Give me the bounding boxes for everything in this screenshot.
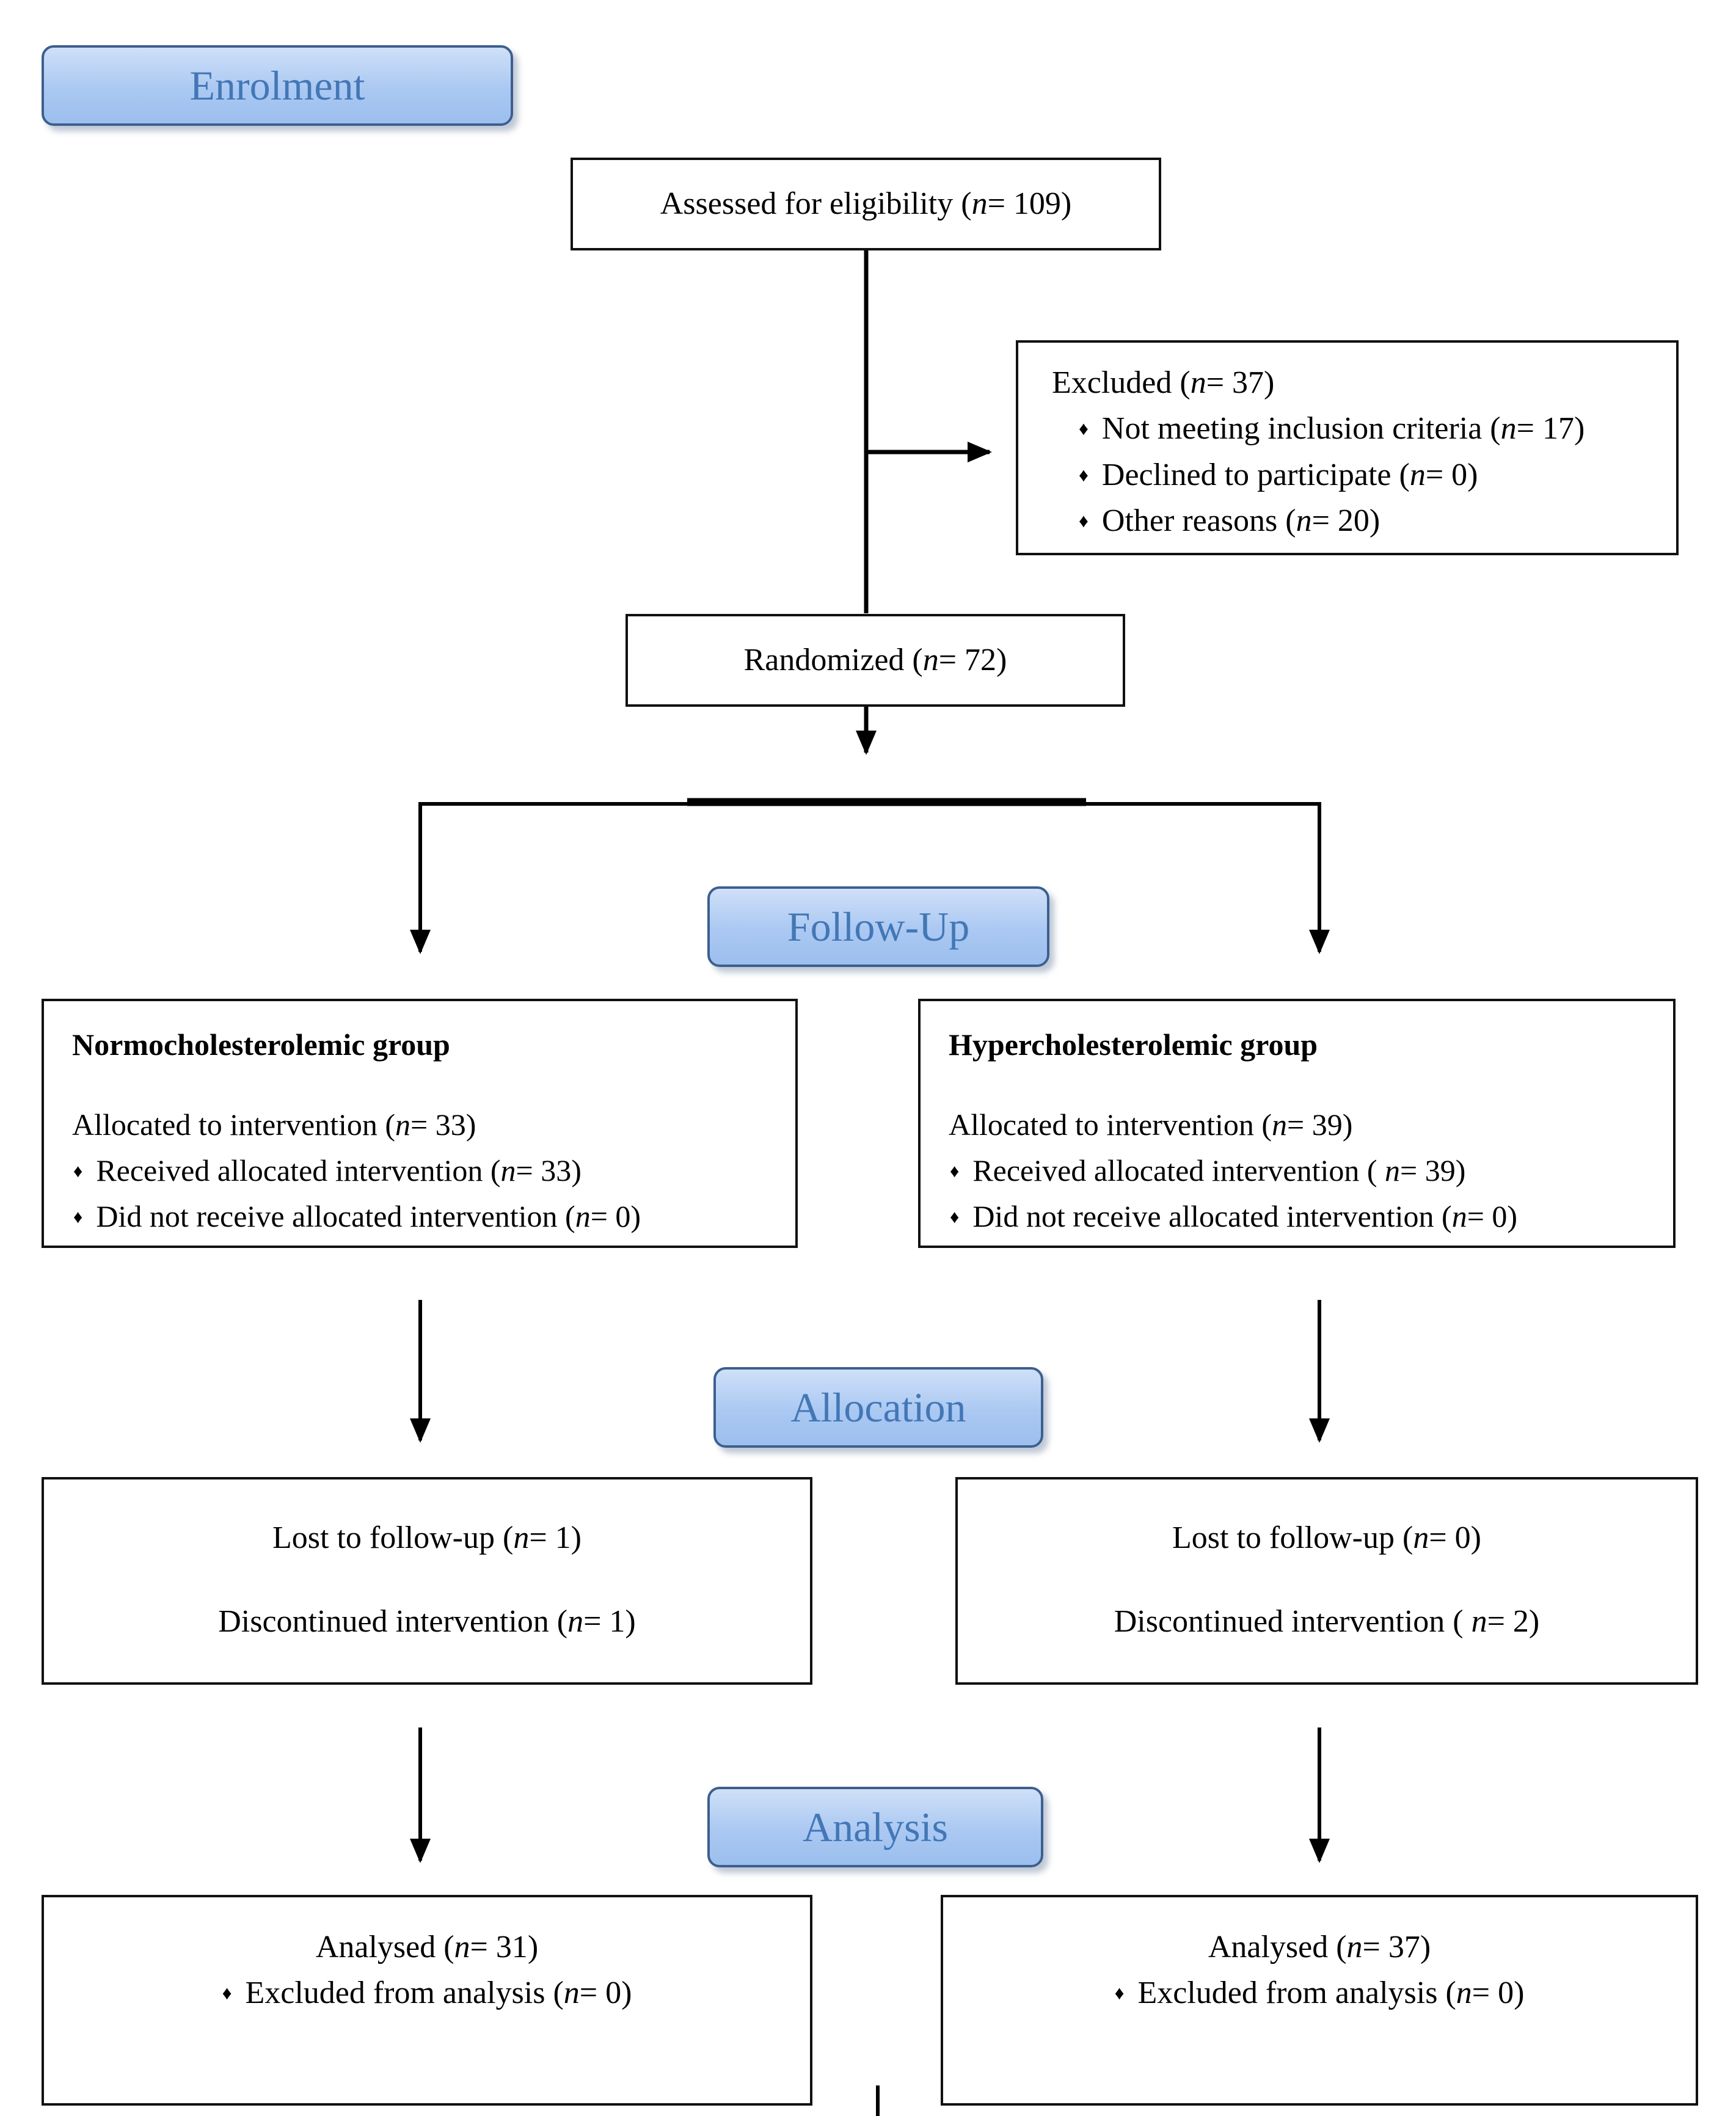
excluded-item <box>1052 406 1658 451</box>
assessed-eligibility-box <box>571 158 1161 250</box>
stage-label-follow-up-text: Follow-Up <box>787 903 970 950</box>
normo-analysis-box <box>42 1895 812 2106</box>
randomized-box <box>625 614 1125 707</box>
diamond-bullet-icon: ♦ <box>1079 464 1089 486</box>
excluded-item <box>1052 498 1658 544</box>
excluded-item-text: Declined to participate (n= 0) <box>1101 457 1478 492</box>
discontinued-line: Discontinued intervention ( n= 2) <box>1114 1604 1540 1640</box>
group-item-text: Did not receive allocated intervention (n= 0) <box>972 1199 1518 1233</box>
stage-label-analysis-text: Analysis <box>803 1803 948 1850</box>
stage-label-enrolment <box>42 45 513 126</box>
diamond-bullet-icon: ♦ <box>1114 1982 1125 2004</box>
excluded-item-text: Other reasons (n= 20) <box>1101 503 1380 539</box>
lost-to-followup-line: Lost to follow-up (n= 1) <box>272 1520 582 1555</box>
diamond-bullet-icon: ♦ <box>1079 418 1089 440</box>
excluded-title: Excluded (n= 37) <box>1052 365 1275 400</box>
excluded-item <box>1052 452 1658 498</box>
diamond-bullet-icon: ♦ <box>950 1161 960 1181</box>
analysis-item <box>44 1970 810 2016</box>
group-item-text: Received allocated intervention (n= 33) <box>96 1153 582 1188</box>
analysed-line: Analysed (n= 37) <box>1208 1930 1431 1965</box>
analysis-item-text: Excluded from analysis (n= 0) <box>245 1976 632 2011</box>
allocated-line: Allocated to intervention (n= 39) <box>949 1107 1353 1142</box>
stage-label-analysis <box>707 1787 1043 1867</box>
diamond-bullet-icon: ♦ <box>950 1207 960 1227</box>
assessed-eligibility-text: Assessed for eligibility (n= 109) <box>660 186 1072 222</box>
group-item-text: Did not receive allocated intervention (n= 0) <box>96 1199 641 1233</box>
stage-label-enrolment-text: Enrolment <box>189 62 365 109</box>
group-item-text: Received allocated intervention ( n= 39) <box>972 1153 1466 1188</box>
diamond-bullet-icon: ♦ <box>1079 510 1089 532</box>
stage-label-allocation <box>713 1367 1043 1448</box>
diamond-bullet-icon: ♦ <box>73 1161 83 1181</box>
group-item <box>949 1148 1645 1194</box>
allocated-line: Allocated to intervention (n= 33) <box>72 1107 476 1142</box>
randomized-text: Randomized (n= 72) <box>743 643 1007 678</box>
diamond-bullet-icon: ♦ <box>222 1982 232 2004</box>
excluded-item-text: Not meeting inclusion criteria (n= 17) <box>1101 411 1585 447</box>
lost-to-followup-line: Lost to follow-up (n= 0) <box>1172 1520 1481 1555</box>
stage-label-allocation-text: Allocation <box>790 1384 966 1431</box>
group-title: Normocholesterolemic group <box>72 1027 450 1062</box>
discontinued-line: Discontinued intervention (n= 1) <box>218 1604 636 1640</box>
hyper-followup-box <box>955 1477 1698 1685</box>
analysis-item <box>943 1970 1696 2016</box>
group-item <box>72 1194 767 1239</box>
group-item <box>72 1148 767 1194</box>
hypercholesterolemic-group-box <box>918 999 1676 1248</box>
analysis-item-text: Excluded from analysis (n= 0) <box>1137 1976 1525 2011</box>
group-title: Hypercholesterolemic group <box>949 1027 1318 1062</box>
normo-followup-box <box>42 1477 812 1685</box>
stage-label-follow-up <box>707 886 1049 967</box>
group-item <box>949 1194 1645 1239</box>
normocholesterolemic-group-box <box>42 999 798 1248</box>
excluded-box <box>1016 340 1679 555</box>
diamond-bullet-icon: ♦ <box>73 1207 83 1227</box>
analysed-line: Analysed (n= 31) <box>315 1930 539 1965</box>
hyper-analysis-box <box>941 1895 1698 2106</box>
